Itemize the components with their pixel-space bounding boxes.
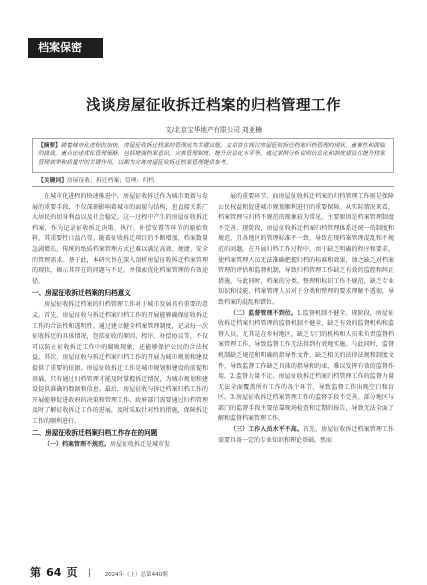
- body-paragraph: [32, 440, 208, 451]
- footer-divider: [89, 569, 90, 577]
- page-footer: [30, 561, 168, 580]
- right-column: [218, 192, 394, 548]
- abstract-box: [32, 138, 394, 173]
- paragraph-text: 1.监督机制不健全。现阶段，房屋征收拆迁档案归档管理的监督机制不健全，缺乏有效的监督机构和监督人员，尤其是在乡村地区，缺乏专门的机构和人员来负责监督档案管理工作，导致监督工作无法得到有效地实施。与此同时，监督机制缺乏规范和明确的指导性文件，缺乏相关的法律法规和制度文件，导致监督工作缺乏具体的指导和约束，难以发挥有效的监督作用。2.监督力量不足。房屋征收拆迁档案归档管理工作的监督力量无法全面覆盖所有工作的各个环节，导致监督工作出现空白和盲区。3.房屋征收拆迁档案管理工作的监督手段不完善。部分地区与部门的监督手段主要依靠现场检查和定期的报告，导致无法全面了解和监督档案管理工作。: [218, 309, 394, 423]
- body-paragraph: [32, 300, 208, 427]
- section-heading: 二、房屋征收拆迁档案归档工作存在的问题: [32, 429, 158, 438]
- body-paragraph: [32, 192, 208, 287]
- issue-info: 2024年（上）总第440期: [104, 572, 168, 578]
- body-paragraph: [218, 309, 394, 426]
- author-line: 文/北京宝华地产有限公司 刘亚楠: [165, 126, 262, 134]
- abstract-text: 随着城市化进程的加快，房屋征收拆迁档案的管理成为关键议题。文章首在探讨房屋征收拆迁档案归档管理的现状、重要性和面临的挑战，重点论述优化管理策略，包括增强档案意识、完善管理制度、提升信息化水平等。通过案例分析说明信息化和制度建设在提升档案管理效率和质量中的关键作用，以期为完善房屋征收拆迁档案管理提供参考。: [38, 143, 385, 166]
- body-paragraph: [218, 425, 394, 446]
- subsection-label: （一）档案管理不规范。: [44, 441, 111, 449]
- paragraph-text: 房屋征收拆迁档案的归档管理工作对于城市发展具有重要的意义。首先，房屋征收与拆迁档案归档工作的开展能够确保征收拆迁工作的合法性和透明性。通过建立健全档案管理制度，记录每一次征收拆迁的具体情况，包括征收的原因、程序、补偿协议等，不仅可以防止征收拆迁工作中的腐败现象，还能够保护公民的合法权益。其次，房屋征收与拆迁档案归档工作的开展为城市规划和建设提供了重要的依据。房屋征收拆迁工作是城市规划和建设的前提和基础，只有通过归档管理才能及时掌握拆迁情况，为城市规划和建设提供准确的数据和信息。最后，房屋征收与拆迁档案归档工作的开展能够促进政府的决策和管理工作。政府部门需要通过归档管理及时了解征收拆迁工作的进展，及时采取针对性的措施，保障拆迁工作的顺利进行。: [32, 301, 208, 425]
- subsection-label: （三）工作人员水平不高。: [230, 426, 303, 434]
- keywords-line: [38, 175, 154, 184]
- paragraph-text: 首先，房屋征收拆迁档案管理工作需要具备一定的专业知识和理论基础。然而: [218, 426, 394, 444]
- header-divider: [32, 186, 394, 187]
- keywords-label: 【关键词】: [38, 178, 67, 184]
- page-word: 第: [30, 566, 41, 579]
- paragraph-text: 房屋征收拆迁是城市发: [110, 441, 171, 449]
- section-heading: 一、房屋征收拆迁档案的归档意义: [32, 289, 131, 298]
- paragraph-text: 在城市化进程的快速推进中，房屋征收拆迁作为城市更新与发展的重要手段，不仅深刻影响着城市的面貌与结构，也直接关系广大居民的切身利益以及社会稳定。这一过程中产生的房屋征收拆迁档案，作为记录征收拆迁决策、执行、补偿安置等环节的原始资料，其重要性日益凸显。随着征收拆迁项目的不断增加，档案数量急剧增长，传统的纸质档案管理方式已难以满足高效、便捷、安全的管理需求。基于此，本研究旨在深入剖析房屋征收拆迁档案管理的现状，揭示其存在的问题与不足，并探索优化档案管理的有效途径。: [32, 193, 208, 285]
- article-title: 浅谈房屋征收拆迁档案的归档管理工作: [86, 98, 341, 114]
- keywords-text: 房屋征收；拆迁档案；管理；归档: [67, 178, 154, 184]
- left-column: [32, 192, 208, 548]
- paragraph-text: 展的重要环节，而房屋征收拆迁档案的归档管理工作则是保障公民权益和促进城市规划顺利进行的重要保障。从实际情况来看，档案管理与归档不规范的现象较为常见，主要原因是档案管理制度不完善。现阶段，房屋征收拆迁档案归档管理体系还统一的制度和规范，且各地区的管理标准不一致，导致在现档案管理混乱和不规范的问题。在开展归档工作过程中，由于缺乏明确的程序和要求，使档案管理人员无法准确把握归档的标准和效果，加之缺乏对档案管理的评估和监督机制，导致归档管理工作缺乏有效的监控和纠正措施。与此同时，档案的分类、整理和标识工作不规范，缺乏专业知识和技能，档案管理人员对于分类和整理的要求理解不透彻，导致档案的混乱和错位。: [218, 193, 394, 306]
- page-suffix: 页: [66, 566, 78, 579]
- body-paragraph: [218, 192, 394, 309]
- abstract-label: 【摘要】: [38, 143, 61, 149]
- page-number: 64: [46, 566, 62, 579]
- section-tag: 档案保密: [28, 38, 103, 58]
- subsection-label: （二）监督管理不到位。: [230, 309, 297, 317]
